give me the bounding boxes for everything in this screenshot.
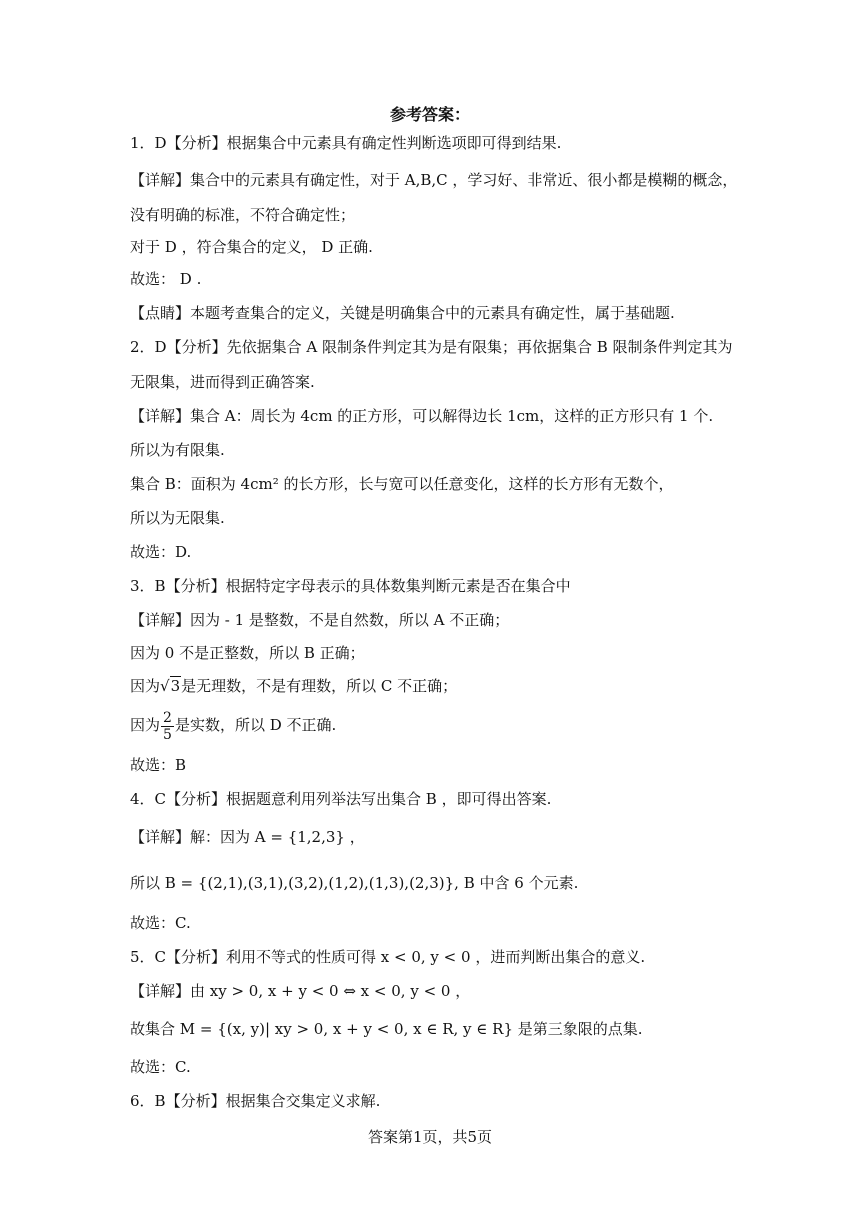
- sqrt-radicand: 3: [170, 677, 181, 695]
- answer-line-fraction: [130, 706, 780, 744]
- answer-line: 因为 0 不是正整数，所以 B 正确；: [130, 644, 365, 662]
- page-footer: 答案第1页，共5页: [367, 1128, 493, 1146]
- answer-line: 故集合 M = {(x, y)| xy > 0, x + y < 0, x ∈ R, y ∈ R} 是第三象限的点集.: [130, 1020, 643, 1038]
- answer-line: 2．D【分析】先依据集合 A 限制条件判定其为是有限集；再依据集合 B 限制条件判定其为: [130, 338, 733, 356]
- answer-line: 故选： D .: [130, 270, 202, 288]
- fraction-numerator: 2: [163, 709, 172, 726]
- answer-line: 没有明确的标准，不符合确定性；: [130, 206, 356, 224]
- answer-line: 【详解】集合 A：周长为 4cm 的正方形，可以解得边长 1cm，这样的正方形只有 1 个.: [130, 407, 714, 425]
- answer-line: 对于 D ，符合集合的定义， D 正确.: [130, 238, 373, 256]
- answer-line: 【详解】集合中的元素具有确定性，对于 A,B,C ，学习好、非常近、很小都是模糊的概念，: [130, 171, 738, 189]
- answer-line: 【详解】解：因为 A = {1,2,3} ，: [130, 828, 365, 846]
- answer-line: 1．D【分析】根据集合中元素具有确定性判断选项即可得到结果.: [130, 134, 562, 152]
- answer-line: 故选：D.: [130, 543, 192, 561]
- answer-line: 【详解】因为 ‑ 1 是整数，不是自然数，所以 A 不正确；: [130, 611, 510, 629]
- answer-line: 4．C【分析】根据题意利用列举法写出集合 B ，即可得出答案.: [130, 790, 552, 808]
- sqrt-rest: 是无理数，不是有理数，所以 C 不正确；: [181, 677, 458, 695]
- answer-line: 【点睛】本题考查集合的定义，关键是明确集合中的元素具有确定性，属于基础题.: [130, 304, 675, 322]
- answer-line: 所以为有限集.: [130, 441, 225, 459]
- answer-line: 故选：B: [130, 756, 187, 774]
- answer-line: 3．B【分析】根据特定字母表示的具体数集判断元素是否在集合中: [130, 577, 571, 595]
- answer-line: 所以为无限集.: [130, 509, 225, 527]
- page-title: 参考答案：: [389, 105, 470, 124]
- answer-line-sqrt: [130, 675, 780, 697]
- answer-line: 故选：C.: [130, 914, 191, 932]
- frac-prefix: 因为: [130, 716, 161, 734]
- answer-line: 【详解】由 xy > 0, x + y < 0 ⇔ x < 0, y < 0 ，: [130, 982, 471, 1000]
- fraction-denominator: 5: [163, 726, 172, 743]
- sqrt-expression: √3: [160, 677, 181, 695]
- fraction: [161, 710, 174, 743]
- answer-line: 所以 B = {(2,1),(3,1),(3,2),(1,2),(1,3),(2,3)}, B 中含 6 个元素.: [130, 874, 579, 892]
- answer-line: 故选：C.: [130, 1058, 191, 1076]
- frac-rest: 是实数，所以 D 不正确.: [174, 716, 337, 734]
- answer-line: 6．B【分析】根据集合交集定义求解.: [130, 1092, 381, 1110]
- answer-line: 集合 B：面积为 4cm² 的长方形，长与宽可以任意变化，这样的长方形有无数个，: [130, 475, 674, 493]
- answer-line: 5．C【分析】利用不等式的性质可得 x < 0, y < 0 ，进而判断出集合的意义.: [130, 948, 646, 966]
- answer-line: 无限集，进而得到正确答案.: [130, 373, 315, 391]
- sqrt-prefix: 因为: [130, 677, 161, 695]
